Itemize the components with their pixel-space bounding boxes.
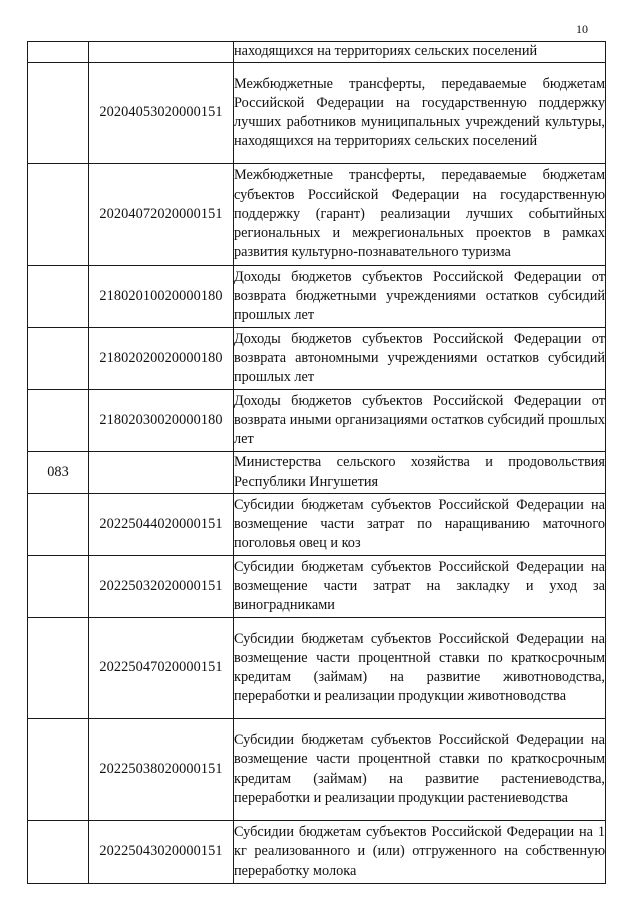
budget-code-cell <box>89 42 234 63</box>
table-row <box>28 719 606 821</box>
budget-code-cell: 20204072020000151 <box>89 164 234 266</box>
budget-classification-table <box>27 41 606 884</box>
table-row <box>28 390 606 452</box>
admin-code-cell <box>28 719 89 821</box>
table-row <box>28 63 606 164</box>
table-row <box>28 556 606 618</box>
budget-code-cell: 20225038020000151 <box>89 719 234 821</box>
budget-code-cell: 20225032020000151 <box>89 556 234 618</box>
admin-code-cell <box>28 618 89 719</box>
admin-code-cell <box>28 328 89 390</box>
table-row <box>28 821 606 884</box>
revenue-name-cell: Субсидии бюджетам субъектов Российской Федерации на возмещение части затрат по наращиванию маточного поголовья овец и коз <box>234 494 606 556</box>
table-row <box>28 42 606 63</box>
revenue-name-cell: Доходы бюджетов субъектов Российской Федерации от возврата иными организациями остатков субсидий прошлых лет <box>234 390 606 452</box>
admin-code-cell: 083 <box>28 452 89 494</box>
table-row <box>28 266 606 328</box>
admin-code-cell <box>28 63 89 164</box>
admin-code-cell <box>28 821 89 884</box>
budget-code-cell: 21802020020000180 <box>89 328 234 390</box>
revenue-name-cell: Межбюджетные трансферты, передаваемые бюджетам субъектов Российской Федерации на государственную поддержку (гарант) реализации лучших событийных региональных и межрегиональных проектов в рамках развития культурно-познавательного туризма <box>234 164 606 266</box>
admin-code-cell <box>28 390 89 452</box>
budget-code-cell <box>89 452 234 494</box>
revenue-name-cell: находящихся на территориях сельских поселений <box>234 42 606 63</box>
table-row <box>28 494 606 556</box>
admin-code-cell <box>28 266 89 328</box>
table-row <box>28 618 606 719</box>
budget-code-cell: 20204053020000151 <box>89 63 234 164</box>
admin-code-cell <box>28 556 89 618</box>
revenue-name-cell: Субсидии бюджетам субъектов Российской Федерации на возмещение части затрат на закладку и уход за виноградниками <box>234 556 606 618</box>
table-row <box>28 452 606 494</box>
revenue-name-cell: Субсидии бюджетам субъектов Российской Федерации на 1 кг реализованного и (или) отгруженного на собственную переработку молока <box>234 821 606 884</box>
revenue-name-cell: Межбюджетные трансферты, передаваемые бюджетам Российской Федерации на государственную поддержку лучших работников муниципальных учреждений культуры, находящихся на территориях сельских поселений <box>234 63 606 164</box>
revenue-name-cell: Министерства сельского хозяйства и продовольствия Республики Ингушетия <box>234 452 606 494</box>
revenue-name-cell: Доходы бюджетов субъектов Российской Федерации от возврата бюджетными учреждениями остатков субсидий прошлых лет <box>234 266 606 328</box>
table-row <box>28 164 606 266</box>
revenue-name-cell: Субсидии бюджетам субъектов Российской Федерации на возмещение части процентной ставки по краткосрочным кредитам (займам) на развитие животноводства, переработки и реализации продукции животноводства <box>234 618 606 719</box>
budget-code-cell: 20225044020000151 <box>89 494 234 556</box>
revenue-name-cell: Доходы бюджетов субъектов Российской Федерации от возврата автономными учреждениями остатков субсидий прошлых лет <box>234 328 606 390</box>
revenue-name-cell: Субсидии бюджетам субъектов Российской Федерации на возмещение части процентной ставки по краткосрочным кредитам (займам) на развитие растениеводства, переработки и реализации продукции растениеводства <box>234 719 606 821</box>
budget-code-cell: 20225047020000151 <box>89 618 234 719</box>
admin-code-cell <box>28 42 89 63</box>
budget-code-cell: 20225043020000151 <box>89 821 234 884</box>
admin-code-cell <box>28 494 89 556</box>
table-row <box>28 328 606 390</box>
budget-code-cell: 21802010020000180 <box>89 266 234 328</box>
admin-code-cell <box>28 164 89 266</box>
page-number: 10 <box>576 22 588 36</box>
budget-code-cell: 21802030020000180 <box>89 390 234 452</box>
